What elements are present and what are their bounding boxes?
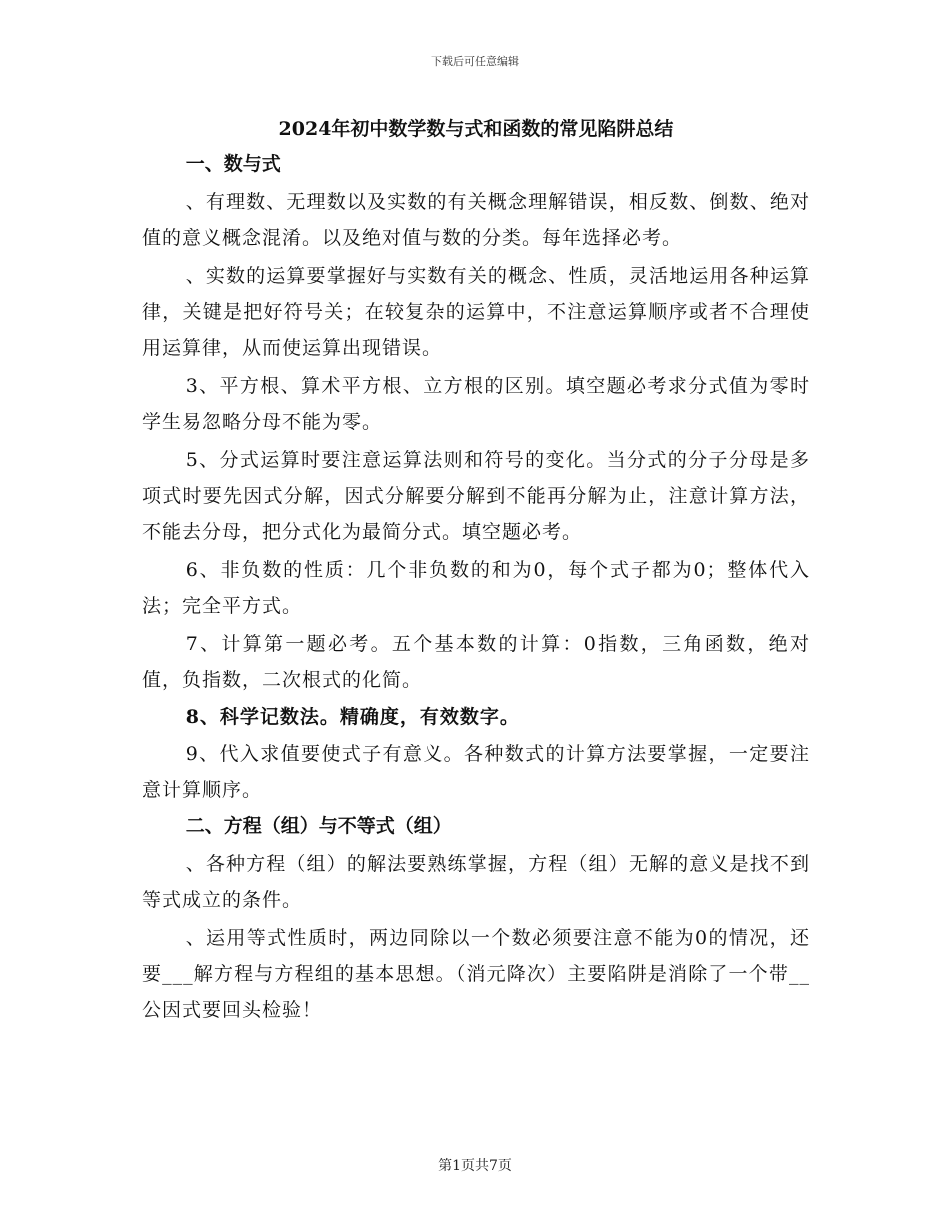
- header-note: 下载后可任意编辑: [431, 55, 519, 68]
- page-footer: 第1页共7页: [438, 1158, 512, 1174]
- paragraph: 3、平方根、算术平方根、立方根的区别。填空题必考求分式值为零时学生易忽略分母不能为零。: [142, 375, 810, 433]
- paragraph: 、运用等式性质时，两边同除以一个数必须要注意不能为0的情况，还要___解方程与方程组的基本思想。（消元降次）主要陷阱是消除了一个带__公因式要回头检验！: [142, 927, 810, 1021]
- bold-paragraph: 8、科学记数法。精确度，有效数字。: [185, 706, 520, 728]
- section-heading-equations-inequalities: 二、方程（组）与不等式（组）: [185, 815, 452, 837]
- document-body: [142, 114, 810, 1030]
- paragraph: 、实数的运算要掌握好与实数有关的概念、性质，灵活地运用各种运算律，关键是把好符号关；在较复杂的运算中，不注意运算顺序或者不合理使用运算律，从而使运算出现错误。: [142, 265, 810, 359]
- document-title: 2024年初中数学数与式和函数的常见陷阱总结: [278, 118, 674, 140]
- paragraph: 5、分式运算时要注意运算法则和符号的变化。当分式的分子分母是多项式时要先因式分解，因式分解要分解到不能再分解为止，注意计算方法，不能去分母，把分式化为最简分式。填空题必考。: [142, 449, 810, 543]
- paragraph: 6、非负数的性质：几个非负数的和为0，每个式子都为0；整体代入法；完全平方式。: [142, 559, 810, 617]
- paragraph: 、有理数、无理数以及实数的有关概念理解错误，相反数、倒数、绝对值的意义概念混淆。以及绝对值与数的分类。每年选择必考。: [142, 191, 810, 249]
- section-heading-numbers-expressions: 一、数与式: [185, 153, 281, 175]
- paragraph: 、各种方程（组）的解法要熟练掌握，方程（组）无解的意义是找不到等式成立的条件。: [142, 853, 810, 911]
- paragraph: 9、代入求值要使式子有意义。各种数式的计算方法要掌握，一定要注意计算顺序。: [142, 743, 810, 801]
- paragraph: 7、计算第一题必考。五个基本数的计算：0指数，三角函数，绝对值，负指数，二次根式的化简。: [142, 633, 810, 691]
